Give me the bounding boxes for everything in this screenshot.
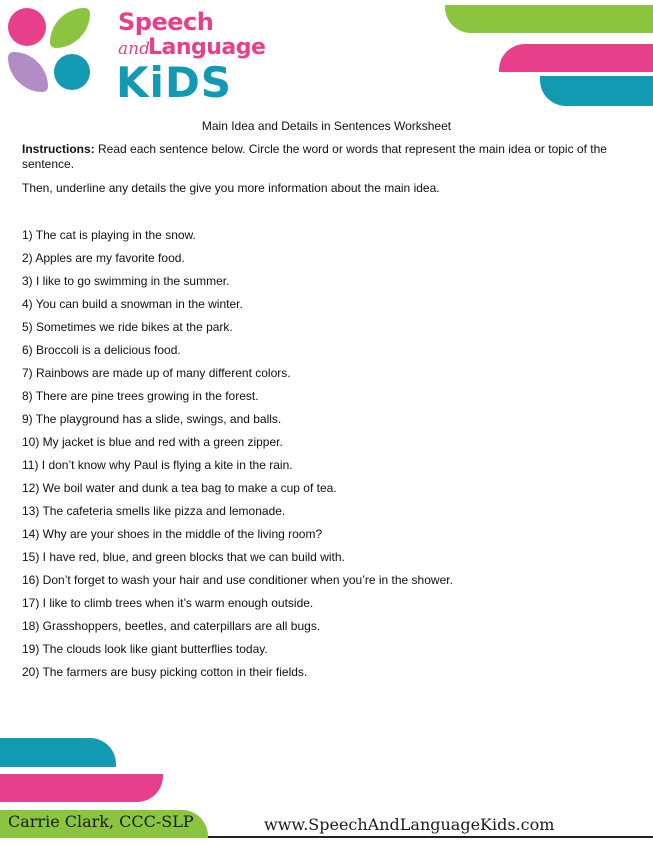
sentence-item: 1) The cat is playing in the snow. [22,228,196,242]
sentence-item: 15) I have red, blue, and green blocks that we can build with. [22,550,345,564]
decor-bar-green-top [445,5,653,33]
brand-speech: Speech [118,8,214,36]
sentence-item: 5) Sometimes we ride bikes at the park. [22,320,233,334]
decor-bar-pink-top [499,44,653,72]
logo-petal-green [50,8,90,48]
footer-rule [208,836,653,838]
sentence-item: 19) The clouds look like giant butterflies today. [22,642,268,656]
logo-petal-pink [8,8,46,46]
sentence-item: 7) Rainbows are made up of many different colors. [22,366,291,380]
sentence-item: 13) The cafeteria smells like pizza and lemonade. [22,504,286,518]
sentence-item: 2) Apples are my favorite food. [22,251,185,265]
brand-logo [8,8,266,108]
brand-language: Language [148,35,266,60]
sentence-list [22,228,453,688]
sentence-item: 12) We boil water and dunk a tea bag to make a cup of tea. [22,481,337,495]
sentence-item: 4) You can build a snowman in the winter. [22,297,243,311]
sentence-item: 8) There are pine trees growing in the forest. [22,389,259,403]
sentence-item: 20) The farmers are busy picking cotton in their fields. [22,665,308,679]
logo-petal-teal [54,54,90,90]
footer-website[interactable]: www.SpeechAndLanguageKids.com [264,815,555,834]
sentence-item: 16) Don’t forget to wash your hair and use conditioner when you’re in the shower. [22,573,453,587]
instructions-label: Instructions: [22,142,95,156]
sentence-item: 11) I don’t know why Paul is flying a kite in the rain. [22,458,293,472]
sentence-item: 3) I like to go swimming in the summer. [22,274,230,288]
instructions-followup: Then, underline any details the give you more information about the main idea. [22,181,440,195]
worksheet-title: Main Idea and Details in Sentences Worksheet [201,119,452,133]
decor-bar-pink-bottom [0,774,163,802]
brand-and: and [118,39,150,59]
sentence-item: 18) Grasshoppers, beetles, and caterpillars are all bugs. [22,619,321,633]
sentence-item: 14) Why are your shoes in the middle of the living room? [22,527,323,541]
instructions [22,142,634,172]
footer-author: Carrie Clark, CCC-SLP [8,812,194,831]
logo-petal-purple [8,52,48,92]
sentence-item: 10) My jacket is blue and red with a green zipper. [22,435,283,449]
instructions-text: Read each sentence below. Circle the word or words that represent the main idea or topic of the sentence. [22,142,607,171]
sentence-item: 6) Broccoli is a delicious food. [22,343,181,357]
sentence-item: 17) I like to climb trees when it’s warm enough outside. [22,596,314,610]
decor-bar-teal-top [540,76,653,106]
brand-kids: KiDS [116,58,233,107]
sentence-item: 9) The playground has a slide, swings, and balls. [22,412,282,426]
decor-bar-teal-bottom [0,738,116,767]
